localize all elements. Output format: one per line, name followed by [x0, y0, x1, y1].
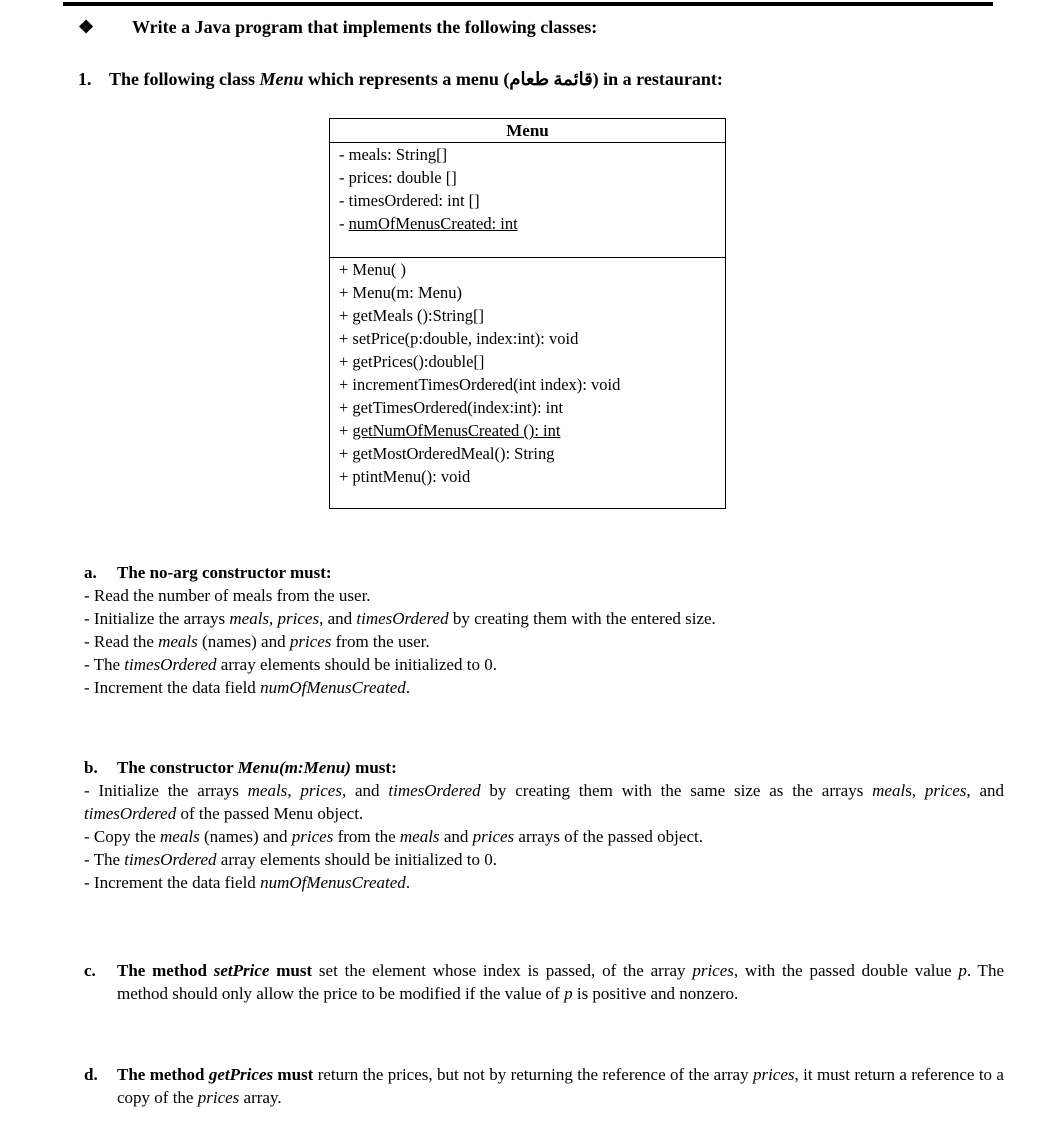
section-b-line: - Increment the data field numOfMenusCreated. — [84, 873, 411, 892]
uml-static-field — [339, 212, 725, 235]
section-a-line: - Read the meals (names) and prices from the user. — [84, 632, 430, 651]
uml-class-diagram — [329, 118, 726, 509]
section-d-paragraph: d. The method getPrices must return the prices, but not by returning the reference of the array prices, it must return a reference to a copy of the prices array. — [84, 1065, 1004, 1107]
section-b-heading: b. The constructor Menu(m:Menu) must: — [84, 758, 397, 777]
section-b-line: - The timesOrdered array elements should be initialized to 0. — [84, 850, 497, 869]
task-text: Write a Java program that implements the following classes: — [132, 17, 598, 37]
section-c-paragraph: c. The method setPrice must set the element whose index is passed, of the array prices, with the passed double value p. The method should only allow the price to be modified if the value of p is positive and nonzero. — [84, 961, 1004, 1003]
uml-static-method-name: getNumOfMenusCreated (): int — [352, 421, 561, 440]
uml-method: + Menu( ) — [339, 260, 407, 279]
uml-method: + getTimesOrdered(index:int): int — [339, 398, 564, 417]
q1-text-middle: which represents a menu ( — [303, 69, 510, 89]
uml-method: + getPrices():double[] — [339, 352, 485, 371]
section-b — [84, 756, 1004, 894]
q1-arabic-text: قائمة طعام — [509, 69, 593, 89]
diamond-bullet-icon: ❖ — [78, 17, 95, 37]
uml-method: + incrementTimesOrdered(int index): void — [339, 375, 621, 394]
question-1-heading — [78, 69, 723, 90]
uml-class-name: Menu — [330, 119, 725, 143]
task-instruction — [78, 17, 597, 38]
q1-text-after: ) in a restaurant: — [592, 69, 723, 89]
section-a-line: - Read the number of meals from the user. — [84, 586, 371, 605]
question-number: 1. — [78, 69, 92, 89]
section-c-label: c. — [84, 961, 96, 980]
section-a-line: - Increment the data field numOfMenusCreated. — [84, 678, 411, 697]
top-rule — [63, 2, 993, 6]
q1-text-before: The following class — [109, 69, 260, 89]
uml-field: - meals: String[] — [339, 145, 448, 164]
section-a-heading — [84, 561, 1004, 584]
uml-method: + getMeals ():String[] — [339, 306, 484, 325]
uml-static-field-name: numOfMenusCreated: int — [348, 214, 518, 233]
section-a-line: - The timesOrdered array elements should be initialized to 0. — [84, 655, 497, 674]
uml-field: - prices: double [] — [339, 168, 457, 187]
section-a-line: - Initialize the arrays meals, prices, and timesOrdered by creating them with the entered size. — [84, 609, 716, 628]
uml-static-method — [339, 419, 725, 442]
uml-method: + setPrice(p:double, index:int): void — [339, 329, 579, 348]
uml-static-field-prefix: - — [339, 214, 349, 233]
section-a — [84, 561, 1004, 699]
uml-static-method-prefix: + — [339, 421, 353, 440]
section-b-label: b. — [84, 758, 98, 777]
section-a-label: a. — [84, 563, 97, 582]
uml-methods-compartment — [330, 258, 725, 488]
section-b-paragraph: - Initialize the arrays meals, prices, and timesOrdered by creating them with the same size as the arrays meals, prices, and timesOrdered of the passed Menu object. — [84, 781, 1005, 823]
section-c — [84, 959, 1004, 1005]
section-d — [84, 1063, 1004, 1109]
section-d-label: d. — [84, 1065, 98, 1084]
section-a-heading-text: The no-arg constructor must: — [117, 563, 332, 582]
uml-field: - timesOrdered: int [] — [339, 191, 480, 210]
uml-method: + ptintMenu(): void — [339, 467, 471, 486]
section-b-line: - Copy the meals (names) and prices from the meals and prices arrays of the passed object. — [84, 827, 703, 846]
uml-fields-compartment — [330, 143, 725, 258]
uml-method: + getMostOrderedMeal(): String — [339, 444, 555, 463]
uml-method: + Menu(m: Menu) — [339, 283, 462, 302]
q1-class-name: Menu — [259, 69, 304, 89]
